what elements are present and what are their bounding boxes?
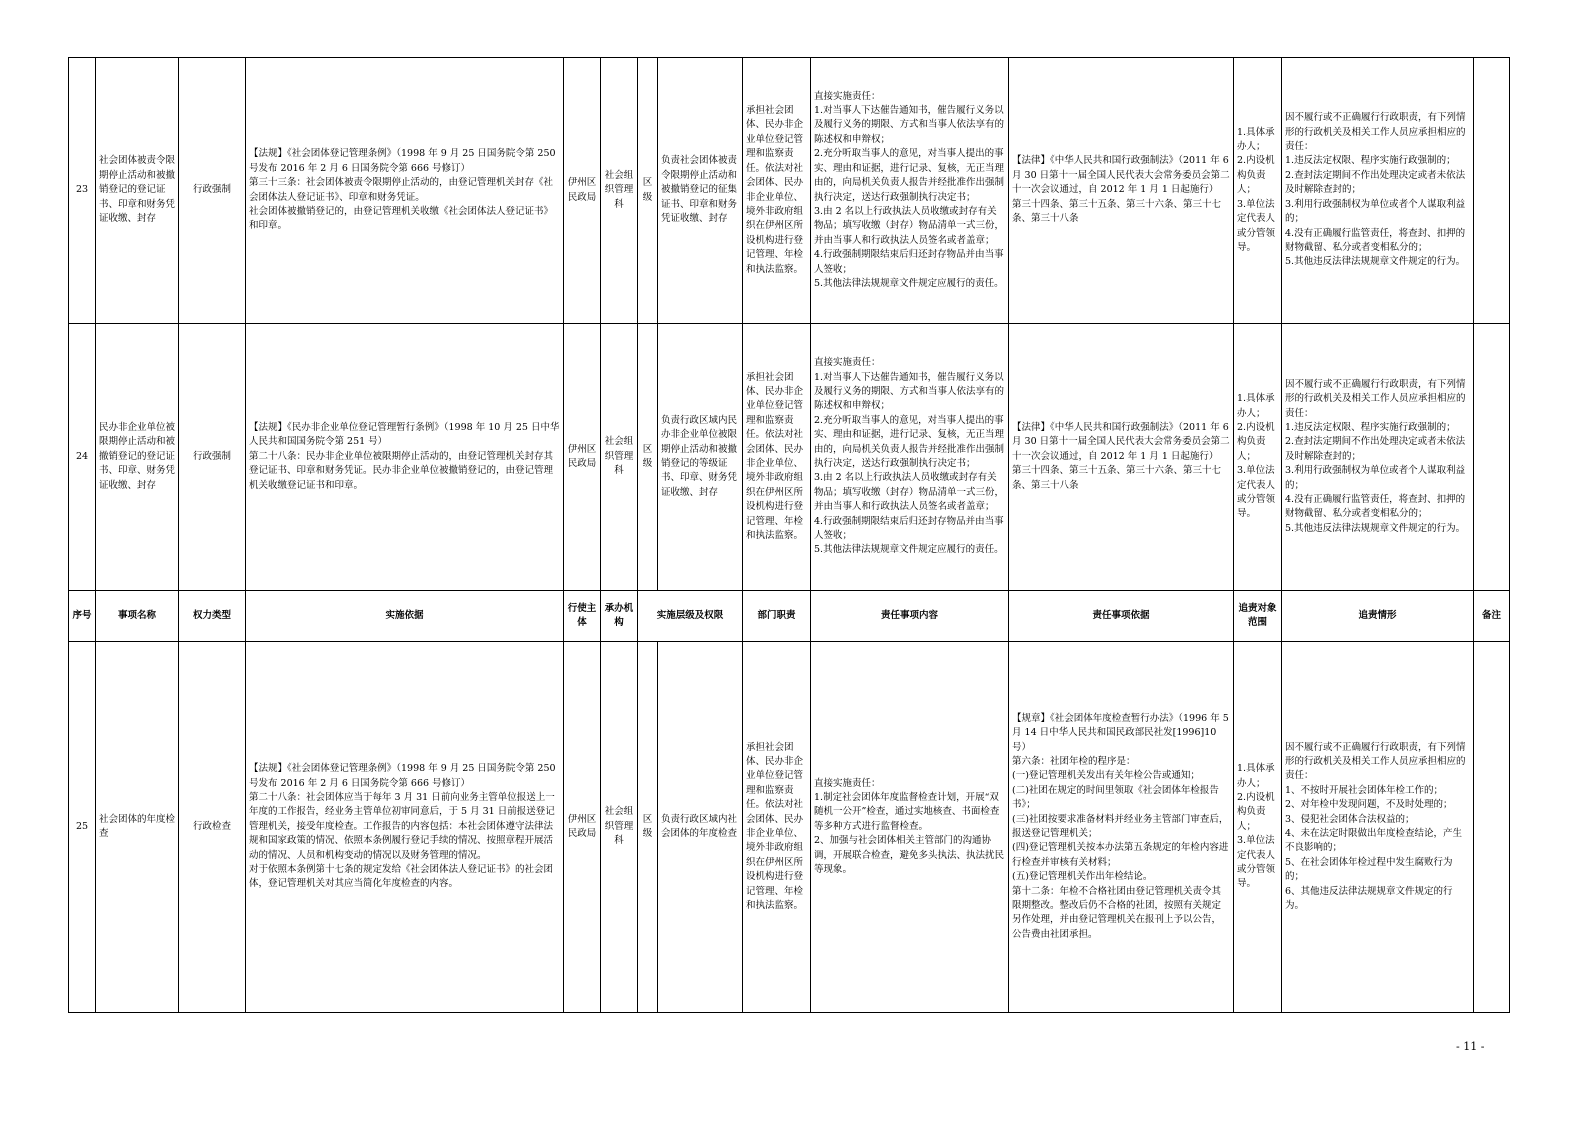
accountable-scope: 1.具体承办人； 2.内设机构负责人； 3.单位法定代表人或分管领导。 (1234, 58, 1282, 324)
implementation-basis: 【法规】《民办非企业单位登记管理暂行条例》（1998 年 10 月 25 日中华人民共和国国务院令第 251 号） 第二十八条：民办非企业单位被限期停止活动的，由登记管理机关封存其登记证书、印章和财务凭证。民办非企业单位被撤销登记的，由登记管理机关收缴登记证书和印章。 (246, 324, 564, 591)
accountability-circumstances: 因不履行或不正确履行行政职责，有下列情形的行政机关及相关工作人员应承担相应的责任： 1.违反法定权限、程序实施行政强制的； 2.查封法定期间不作出处理决定或者未依法及时解除查封的； 3.利用行政强制权为单位或者个人谋取利益的； 4.没有正确履行监管责任，将查封、扣押的财物截留、私分或者变相私分的； 5.其他违反法律法规规章文件规定的行为。 (1282, 58, 1474, 324)
power-type: 行政强制 (179, 58, 246, 324)
accountability-circumstances: 因不履行或不正确履行行政职责，有下列情形的行政机关及相关工作人员应承担相应的责任： 1.违反法定权限、程序实施行政强制的； 2.查封法定期间不作出处理决定或者未依法及时解除查封的； 3.利用行政强制权为单位或者个人谋取利益的； 4.没有正确履行监管责任，将查封、扣押的财物截留、私分或者变相私分的； 5.其他违反法律法规规章文件规定的行为。 (1282, 324, 1474, 591)
table-header-row (69, 591, 1510, 642)
item-name: 社会团体的年度检查 (96, 642, 179, 1013)
row-number: 23 (69, 58, 96, 324)
handling-org: 社会组织管理科 (601, 324, 638, 591)
handling-org: 社会组织管理科 (601, 642, 638, 1013)
header-resp-basis: 责任事项依据 (1009, 591, 1234, 642)
responsibility-content: 直接实施责任： 1.对当事人下达催告通知书，催告履行义务以及履行义务的期限、方式和当事人依法享有的陈述权和申辩权； 2.充分听取当事人的意见，对当事人提出的事实、理由和证据，进行记录、复核，无正当理由的，向局机关负责人报告并经批准作出强制执行决定，送达行政强制执行决定书； 3.由 2 名以上行政执法人员收缴或封存有关物品；填写收缴（封存）物品清单一式三份，并由当事人和行政执法人员签名或者盖章； 4.行政强制期限结束后归还封存物品并由当事人签收； 5.其他法律法规规章文件规定应履行的责任。 (811, 58, 1009, 324)
table-row (69, 58, 1510, 324)
row-number: 25 (69, 642, 96, 1013)
row-number: 24 (69, 324, 96, 591)
header-basis: 实施依据 (246, 591, 564, 642)
header-resp-content: 责任事项内容 (811, 591, 1009, 642)
power-responsibility-table (68, 57, 1510, 1013)
item-name: 社会团体被责令限期停止活动和被撤销登记的登记证书、印章和财务凭证收缴、封存 (96, 58, 179, 324)
power-type: 行政强制 (179, 324, 246, 591)
header-dept-duty: 部门职责 (743, 591, 811, 642)
accountable-scope: 1.具体承办人； 2.内设机构负责人； 3.单位法定代表人或分管领导。 (1234, 324, 1282, 591)
implementation-level: 区级 (638, 642, 658, 1013)
table-row (69, 642, 1510, 1013)
responsibility-basis: 【法律】《中华人民共和国行政强制法》（2011 年 6 月 30 日第十一届全国人民代表大会常务委员会第二十一次会议通过，自 2012 年 1 月 1 日起施行） 第三十四条、第三十五条、第三十六条、第三十七条、第三十八条 (1009, 58, 1234, 324)
header-circumstances: 追责情形 (1282, 591, 1474, 642)
executing-subject: 伊州区民政局 (564, 58, 601, 324)
implementation-basis: 【法规】《社会团体登记管理条例》（1998 年 9 月 25 日国务院令第 250 号发布 2016 年 2 月 6 日国务院令第 666 号修订） 第三十三条：社会团体被责令限期停止活动的，由登记管理机关封存《社会团体法人登记证书》、印章和财务凭证。 社会团体被撤销登记的，由登记管理机关收缴《社会团体法人登记证书》和印章。 (246, 58, 564, 324)
responsibility-content: 直接实施责任： 1.对当事人下达催告通知书，催告履行义务以及履行义务的期限、方式和当事人依法享有的陈述权和申辩权； 2.充分听取当事人的意见，对当事人提出的事实、理由和证据，进行记录、复核，无正当理由的，向局机关负责人报告并经批准作出强制执行决定，送达行政强制执行决定书； 3.由 2 名以上行政执法人员收缴或封存有关物品；填写收缴（封存）物品清单一式三份，并由当事人和行政执法人员签名或者盖章； 4.行政强制期限结束后归还封存物品并由当事人签收； 5.其他法律法规规章文件规定应履行的责任。 (811, 324, 1009, 591)
header-accountable: 追责对象范围 (1234, 591, 1282, 642)
level-authority: 负责行政区域内民办非企业单位被限期停止活动和被撤销登记的等级证书、印章、财务凭证收缴、封存 (658, 324, 743, 591)
executing-subject: 伊州区民政局 (564, 642, 601, 1013)
header-subject: 行使主体 (564, 591, 601, 642)
page-number: - 11 - (1456, 1040, 1485, 1053)
header-level: 实施层级及权限 (638, 591, 743, 642)
implementation-level: 区级 (638, 324, 658, 591)
implementation-level: 区级 (638, 58, 658, 324)
header-power-type: 权力类型 (179, 591, 246, 642)
header-org: 承办机构 (601, 591, 638, 642)
department-duty: 承担社会团体、民办非企业单位登记管理和监察责任。依法对社会团体、民办非企业单位、境外非政府组织在伊州区所设机构进行登记管理、年检和执法监察。 (743, 642, 811, 1013)
table-row (69, 324, 1510, 591)
level-authority: 负责社会团体被责令限期停止活动和被撤销登记的征集证书、印章和财务凭证收缴、封存 (658, 58, 743, 324)
remarks (1474, 642, 1510, 1013)
executing-subject: 伊州区民政局 (564, 324, 601, 591)
responsibility-basis: 【规章】《社会团体年度检查暂行办法》（1996 年 5 月 14 日中华人民共和国民政部民社发[1996]10 号） 第六条：社团年检的程序是： (一)登记管理机关发出有关年检公告或通知； (二)社团在规定的时间里领取《社会团体年检报告书》； (三)社团按要求准备材料并经业务主管部门审查后，报送登记管理机关； (四)登记管理机关按本办法第五条规定的年检内容进行检查并审核有关材料； (五)登记管理机关作出年检结论。 第十二条：年检不合格社团由登记管理机关责令其限期整改。整改后仍不合格的社团，按照有关规定另作处理，并由登记管理机关在报刊上予以公告，公告费由社团承担。 (1009, 642, 1234, 1013)
accountability-circumstances: 因不履行或不正确履行行政职责，有下列情形的行政机关及相关工作人员应承担相应的责任： 1、不按时开展社会团体年检工作的； 2、对年检中发现问题，不及时处理的； 3、侵犯社会团体合法权益的； 4、未在法定时限做出年度检查结论，产生不良影响的； 5、在社会团体年检过程中发生腐败行为的； 6、其他违反法律法规规章文件规定的行为。 (1282, 642, 1474, 1013)
level-authority: 负责行政区域内社会团体的年度检查 (658, 642, 743, 1013)
item-name: 民办非企业单位被限期停止活动和被撤销登记的登记证书、印章、财务凭证收缴、封存 (96, 324, 179, 591)
header-item-name: 事项名称 (96, 591, 179, 642)
header-remarks: 备注 (1474, 591, 1510, 642)
power-type: 行政检查 (179, 642, 246, 1013)
handling-org: 社会组织管理科 (601, 58, 638, 324)
responsibility-content: 直接实施责任： 1.制定社会团体年度监督检查计划，开展“双随机一公开”检查，通过实地核查、书面检查等多种方式进行监督检查。 2、加强与社会团体相关主管部门的沟通协调，开展联合检查，避免多头执法、执法扰民等现象。 (811, 642, 1009, 1013)
department-duty: 承担社会团体、民办非企业单位登记管理和监察责任。依法对社会团体、民办非企业单位、境外非政府组织在伊州区所设机构进行登记管理、年检和执法监察。 (743, 324, 811, 591)
implementation-basis: 【法规】《社会团体登记管理条例》（1998 年 9 月 25 日国务院令第 250 号发布 2016 年 2 月 6 日国务院令第 666 号修订） 第二十八条：社会团体应当于每年 3 月 31 日前向业务主管单位报送上一年度的工作报告，经业务主管单位初审同意后，于 5 月 31 日前报送登记管理机关，接受年度检查。工作报告的内容包括：本社会团体遵守法律法规和国家政策的情况、依照本条例履行登记手续的情况、按照章程开展活动的情况、人员和机构变动的情况以及财务管理的情况。 对于依照本条例第十七条的规定发给《社会团体法人登记证书》的社会团体，登记管理机关对其应当简化年度检查的内容。 (246, 642, 564, 1013)
remarks (1474, 324, 1510, 591)
accountable-scope: 1.具体承办人； 2.内设机构负责人； 3.单位法定代表人或分管领导。 (1234, 642, 1282, 1013)
department-duty: 承担社会团体、民办非企业单位登记管理和监察责任。依法对社会团体、民办非企业单位、境外非政府组织在伊州区所设机构进行登记管理、年检和执法监察。 (743, 58, 811, 324)
responsibility-basis: 【法律】《中华人民共和国行政强制法》（2011 年 6 月 30 日第十一届全国人民代表大会常务委员会第二十一次会议通过，自 2012 年 1 月 1 日起施行） 第三十四条、第三十五条、第三十六条、第三十七条、第三十八条 (1009, 324, 1234, 591)
remarks (1474, 58, 1510, 324)
header-no: 序号 (69, 591, 96, 642)
